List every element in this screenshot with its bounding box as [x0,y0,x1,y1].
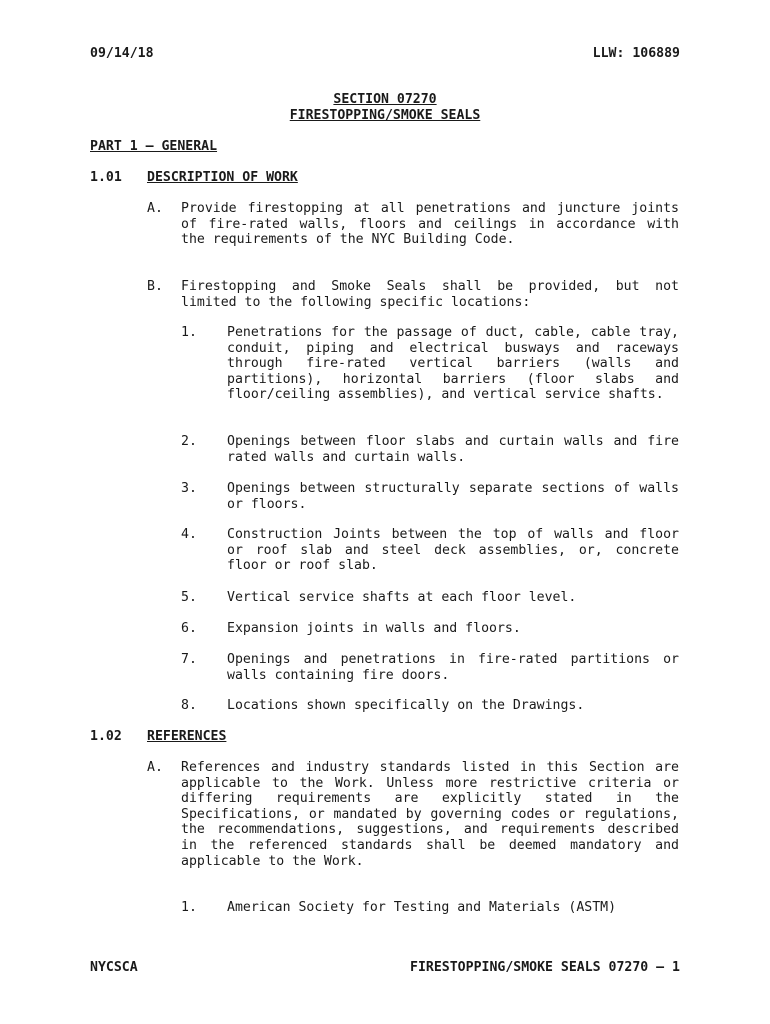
list-item-text: American Society for Testing and Materials (ASTM) [227,900,617,915]
list-item-text: Penetrations for the passage of duct, cable, cable tray, conduit, piping and electrical busways and raceways through fire-rated vertical barriers (walls and partitions), horizontal barriers (floor slabs and floor/ceiling assemblies), and vertical service shafts. [227,325,679,403]
footer-page-label: FIRESTOPPING/SMOKE SEALS 07270 – 1 [410,960,680,975]
paragraph-b-text: Firestopping and Smoke Seals shall be provided, but not limited to the following specific locations: [181,279,679,310]
list-item-marker: 5. [181,590,197,605]
list-item-marker: 2. [181,434,197,449]
list-item-text: Construction Joints between the top of walls and floor or roof slab and steel deck assemblies, or, concrete floor or roof slab. [227,527,679,574]
list-item-marker: 1. [181,325,197,340]
list-item-text: Openings between structurally separate sections of walls or floors. [227,481,679,512]
header-llw-number: LLW: 106889 [592,46,680,61]
list-item-text: Vertical service shafts at each floor level. [227,590,577,605]
paragraph-marker-b: B. [147,279,163,294]
list-item-text: Openings between floor slabs and curtain walls and fire rated walls and curtain walls. [227,434,679,465]
paragraph-marker-a: A. [147,760,163,775]
list-item-marker: 1. [181,900,197,915]
footer-organization: NYCSCA [90,960,138,975]
list-item-marker: 8. [181,698,197,713]
list-item-text: Expansion joints in walls and floors. [227,621,521,636]
paragraph-a-text: Provide firestopping at all penetrations and juncture joints of fire-rated walls, floors and ceilings in accordance with the requirements of the NYC Building Code. [181,201,679,248]
section-title: FIRESTOPPING/SMOKE SEALS [289,108,481,123]
part-heading: PART 1 – GENERAL [90,139,218,154]
article-number-1-01: 1.01 [90,170,122,185]
article-title-description-of-work: DESCRIPTION OF WORK [147,170,298,185]
section-number: SECTION 07270 [333,92,437,107]
list-item-marker: 7. [181,652,197,667]
list-item-text: Locations shown specifically on the Drawings. [227,698,585,713]
list-item-text: Openings and penetrations in fire-rated partitions or walls containing fire doors. [227,652,679,683]
article-title-references: REFERENCES [147,729,227,744]
article-number-1-02: 1.02 [90,729,122,744]
list-item-marker: 6. [181,621,197,636]
paragraph-marker-a: A. [147,201,163,216]
list-item-marker: 3. [181,481,197,496]
paragraph-a-text: References and industry standards listed in this Section are applicable to the Work. Unless more restrictive criteria or differing requirements are explicitly stated in the Specifications, or mandated by governing codes or regulations, the recommendations, suggestions, and requirements described in the referenced standards shall be deemed mandatory and applicable to the Work. [181,760,679,869]
header-date: 09/14/18 [90,46,154,61]
list-item-marker: 4. [181,527,197,542]
